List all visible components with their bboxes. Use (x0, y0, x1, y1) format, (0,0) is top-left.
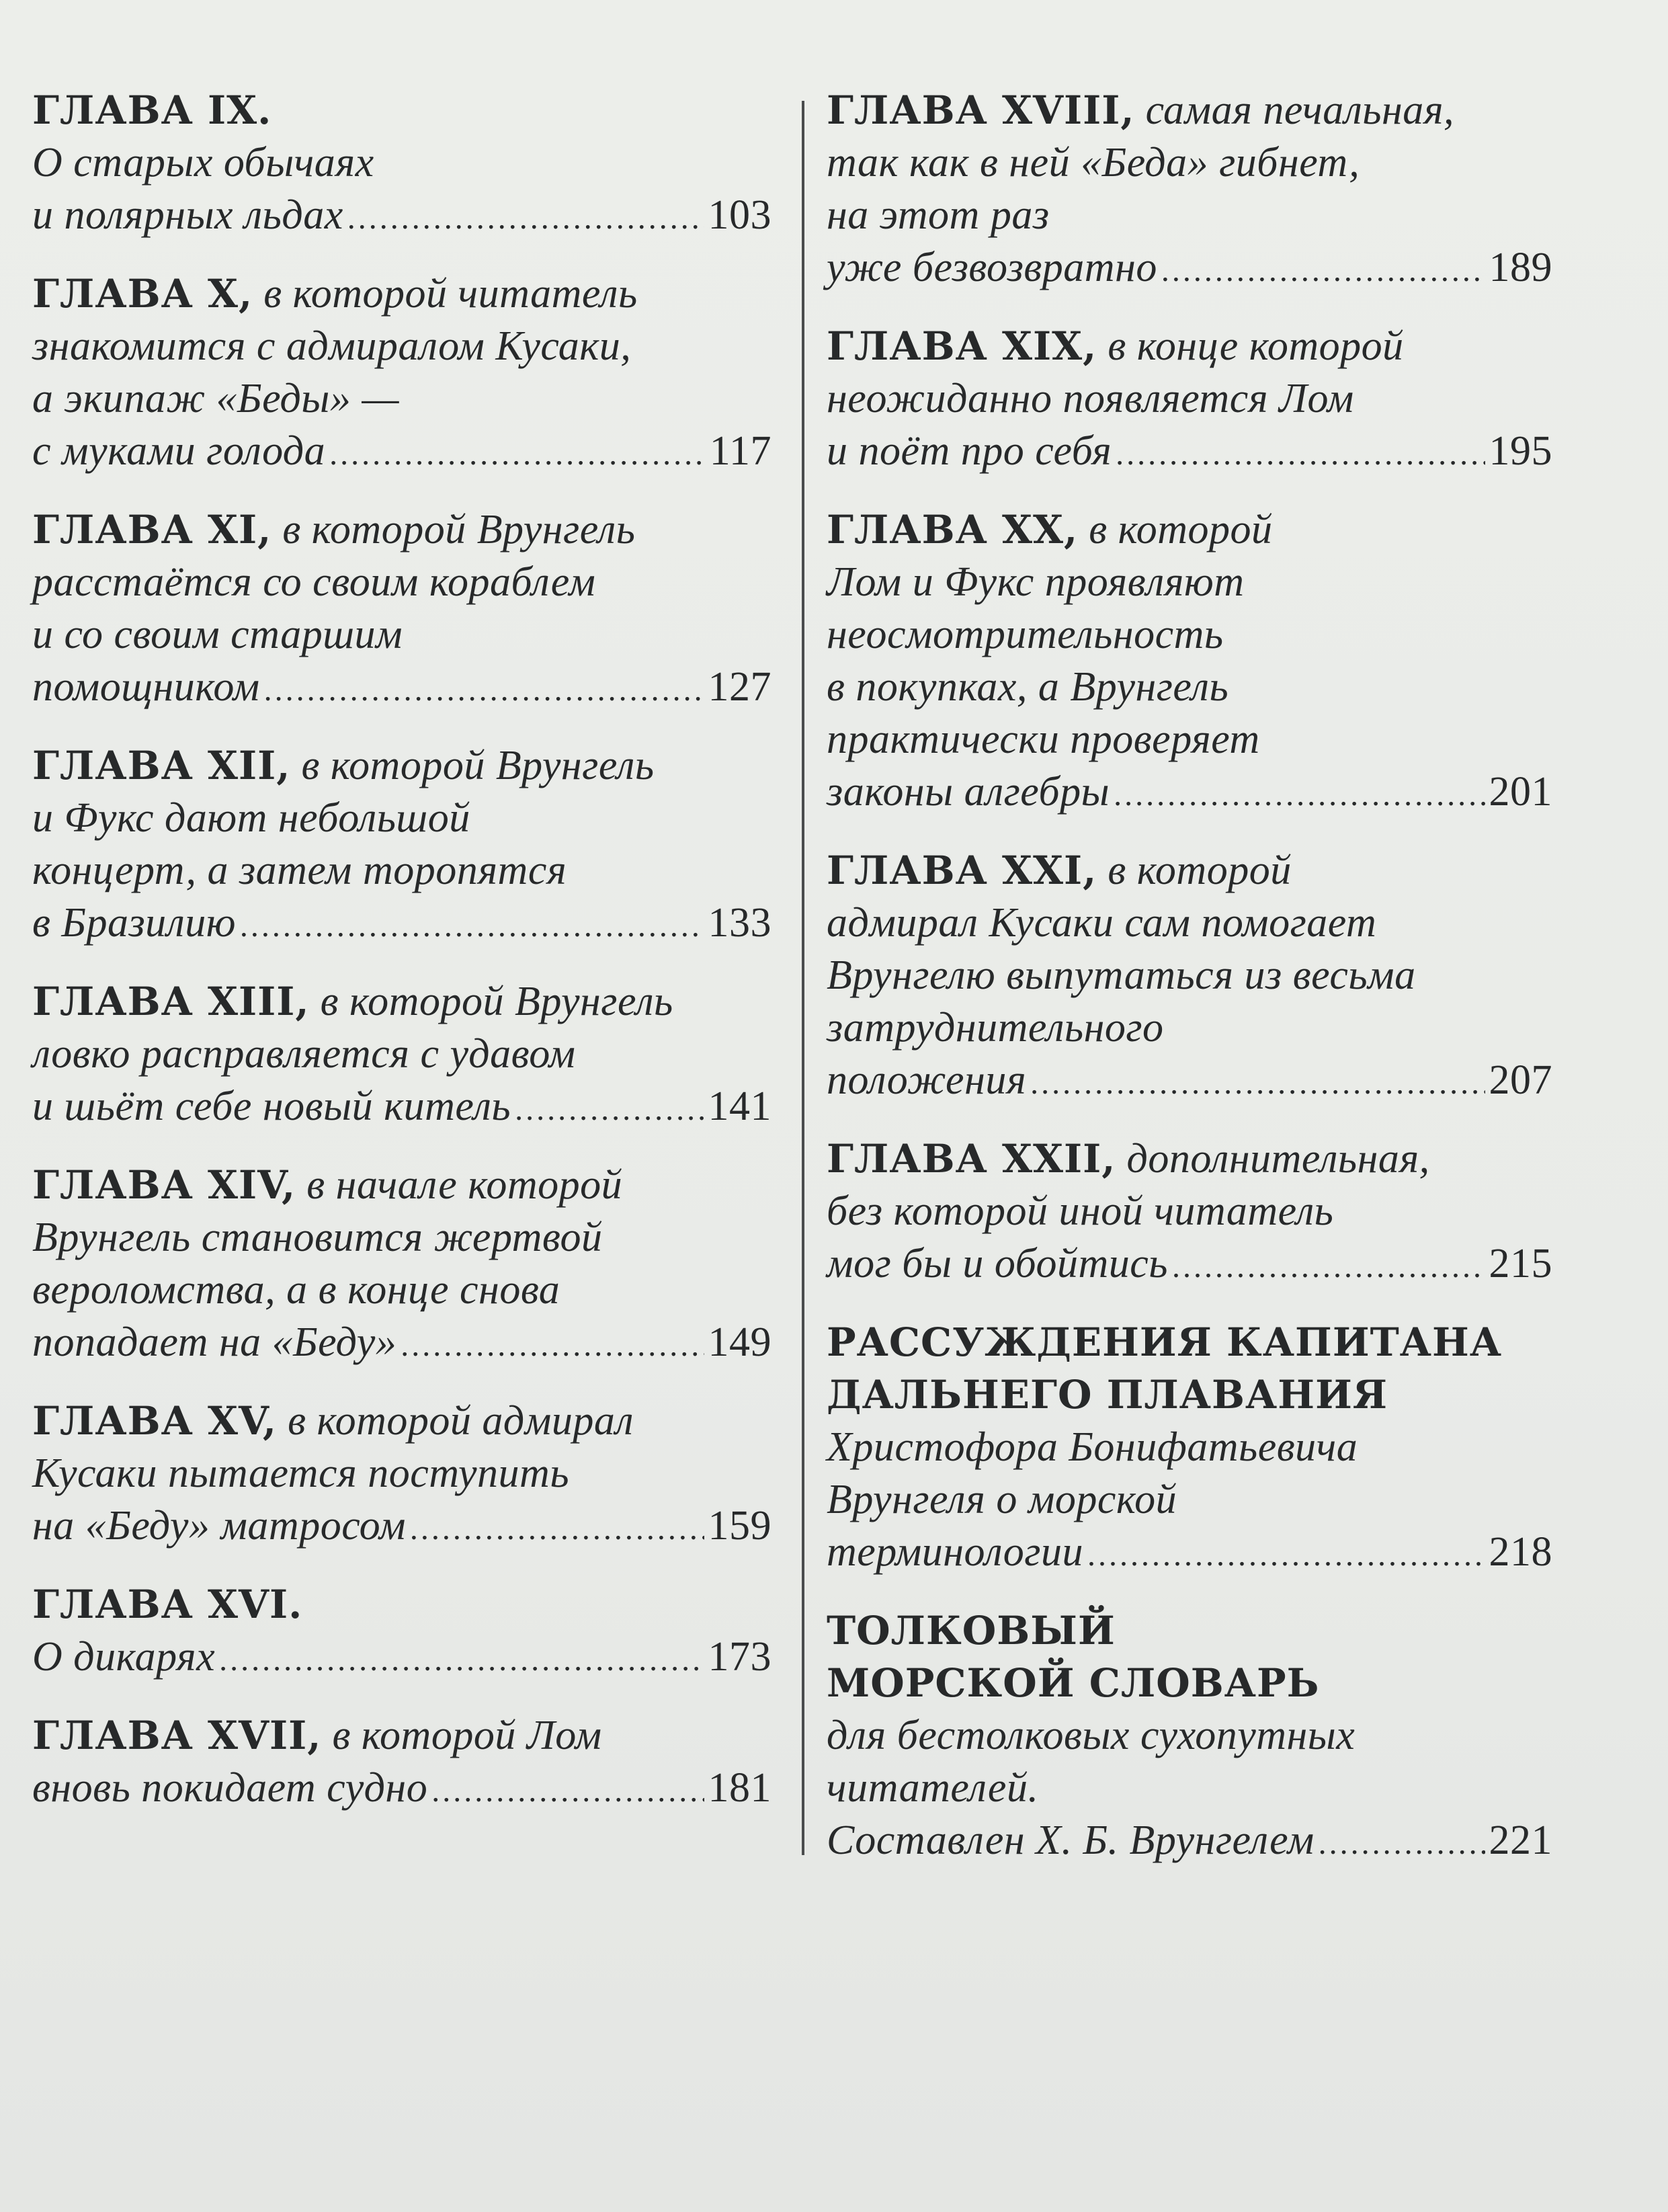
entry-text-line: законы алгебры (827, 769, 1110, 815)
entry-text-line: в покупках, а Врунгель (827, 664, 1229, 710)
entry-last-line (827, 1814, 1552, 1870)
toc-entry-chapter-21[interactable] (827, 844, 1552, 1110)
dot-leader (1087, 1529, 1485, 1582)
entry-text-line: и со своим старшим (32, 612, 403, 657)
entry-text-line: уже безвозвратно (827, 245, 1157, 290)
entry-last-line (827, 1526, 1552, 1582)
entry-text-line: в которой Лом (332, 1713, 602, 1758)
dot-leader (410, 1503, 704, 1555)
page-number: 159 (708, 1503, 772, 1549)
entry-text-line: без которой иной читатель (827, 1188, 1334, 1234)
entry-last-line (827, 1237, 1552, 1293)
entry-text-line: и полярных льдах (32, 192, 343, 238)
page-number: 221 (1489, 1817, 1552, 1863)
entry-last-line (32, 189, 772, 245)
entry-text-line: самая печальная, (1145, 87, 1455, 133)
entry-text-line: в которой (1108, 848, 1292, 893)
chapter-heading: ГЛАВА XIX, (827, 323, 1097, 369)
entry-text-line: терминологии (827, 1529, 1083, 1575)
entry-text-line: в которой (1089, 507, 1273, 552)
entry-last-line (32, 425, 772, 481)
entry-text-line: читателей. (827, 1765, 1039, 1811)
dot-leader (329, 428, 706, 481)
entry-last-line (32, 1080, 772, 1136)
dot-leader (1172, 1241, 1485, 1293)
page-number: 149 (708, 1319, 772, 1365)
toc-entry-chapter-12[interactable] (32, 739, 772, 952)
toc-column-right (827, 84, 1552, 1893)
entry-last-line (32, 1762, 772, 1817)
entry-text-line: Христофора Бонифатьевича (827, 1424, 1358, 1470)
page-number: 141 (708, 1083, 772, 1129)
toc-entry-chapter-22[interactable] (827, 1133, 1552, 1293)
toc-entry-chapter-10[interactable] (32, 268, 772, 481)
toc-entry-chapter-16[interactable] (32, 1578, 772, 1686)
entry-text-line: Лом и Фукс проявляют (827, 559, 1245, 605)
entry-text-line: концерт, а затем торопятся (32, 848, 567, 893)
toc-entry-captain-reasoning[interactable] (827, 1316, 1552, 1582)
entry-text-line: ловко расправляется с удавом (32, 1031, 576, 1077)
toc-entry-chapter-14[interactable] (32, 1159, 772, 1372)
entry-text-line: Кусаки пытается поступить (32, 1450, 570, 1496)
entry-text-line: положения (827, 1057, 1027, 1103)
chapter-heading: ГЛАВА XXII, (827, 1136, 1116, 1182)
entry-text-line: адмирал Кусаки сам помогает (827, 900, 1377, 946)
entry-text-line: попадает на «Беду» (32, 1319, 397, 1365)
page-number: 189 (1489, 245, 1552, 290)
entry-text-line: практически проверяет (827, 716, 1260, 762)
entry-text-line: О старых обычаях (32, 140, 374, 186)
entry-text-line: в которой читатель (263, 271, 638, 317)
toc-entry-chapter-13[interactable] (32, 975, 772, 1136)
section-heading: ТОЛКОВЫЙ (827, 1608, 1116, 1653)
toc-entry-chapter-9[interactable] (32, 84, 772, 245)
toc-column-left (32, 84, 772, 1840)
entry-last-line (827, 1054, 1552, 1110)
entry-text-line: Врунгель становится жертвой (32, 1215, 603, 1260)
entry-text-line: дополнительная, (1126, 1136, 1430, 1182)
toc-entry-chapter-17[interactable] (32, 1709, 772, 1817)
page-number: 103 (708, 192, 772, 238)
page-number: 195 (1489, 428, 1552, 474)
page-number: 173 (708, 1634, 772, 1680)
entry-text-line: расстаётся со своим кораблем (32, 559, 596, 605)
page-number: 133 (708, 900, 772, 946)
chapter-heading: ГЛАВА XII, (32, 743, 291, 788)
entry-text-line: Врунгеля о морской (827, 1477, 1177, 1522)
entry-last-line (32, 1631, 772, 1686)
chapter-heading: ГЛАВА XIV, (32, 1162, 296, 1208)
entry-last-line (32, 897, 772, 952)
entry-text-line: вероломства, а в конце снова (32, 1267, 560, 1313)
entry-last-line (32, 661, 772, 716)
section-heading: ДАЛЬНЕГО ПЛАВАНИЯ (827, 1372, 1388, 1418)
dot-leader (1116, 428, 1485, 481)
page-number: 127 (708, 664, 772, 710)
page-number: 117 (709, 428, 772, 474)
entry-text-line: Составлен Х. Б. Врунгелем (827, 1817, 1315, 1863)
page-number: 181 (708, 1765, 772, 1811)
entry-last-line (32, 1316, 772, 1372)
entry-text-line: в которой Врунгель (301, 743, 655, 788)
page-number: 215 (1489, 1241, 1552, 1286)
page-number: 218 (1489, 1529, 1552, 1575)
entry-text-line: и шьёт себе новый китель (32, 1083, 511, 1129)
dot-leader (1161, 245, 1485, 297)
entry-text-line: на «Беду» матросом (32, 1503, 406, 1549)
toc-entry-chapter-20[interactable] (827, 503, 1552, 821)
chapter-heading: ГЛАВА XXI, (827, 848, 1097, 893)
entry-text-line: в которой адмирал (288, 1398, 634, 1444)
dot-leader (401, 1319, 704, 1372)
dot-leader (264, 664, 704, 716)
entry-text-line: в которой Врунгель (320, 979, 673, 1024)
entry-text-line: вновь покидает судно (32, 1765, 428, 1811)
entry-text-line: и Фукс дают небольшой (32, 795, 470, 841)
dot-leader (431, 1765, 704, 1817)
chapter-heading: ГЛАВА XV, (32, 1398, 278, 1444)
dot-leader (1319, 1817, 1485, 1870)
entry-text-line: неожиданно появляется Лом (827, 376, 1354, 421)
dot-leader (219, 1634, 704, 1686)
entry-last-line (827, 241, 1552, 297)
page-number: 201 (1489, 769, 1552, 815)
toc-entry-nautical-dictionary[interactable] (827, 1604, 1552, 1870)
chapter-heading: ГЛАВА IX. (32, 87, 272, 133)
toc-entry-chapter-11[interactable] (32, 503, 772, 716)
entry-text-line: мог бы и обойтись (827, 1241, 1168, 1286)
entry-last-line (827, 425, 1552, 481)
entry-text-line: и поёт про себя (827, 428, 1112, 474)
chapter-heading: ГЛАВА XI, (32, 507, 272, 552)
toc-entry-chapter-15[interactable] (32, 1395, 772, 1555)
column-divider (802, 101, 804, 1855)
entry-text-line: в начале которой (306, 1162, 623, 1208)
page-number: 207 (1489, 1057, 1552, 1103)
dot-leader (1114, 769, 1485, 821)
dot-leader (240, 900, 704, 952)
entry-text-line: в конце которой (1108, 323, 1404, 369)
entry-last-line (32, 1500, 772, 1555)
entry-text-line: в которой Врунгель (282, 507, 636, 552)
dot-leader (347, 192, 704, 245)
section-heading: РАССУЖДЕНИЯ КАПИТАНА (827, 1319, 1503, 1365)
entry-text-line: для бестолковых сухопутных (827, 1713, 1356, 1758)
entry-text-line: Врунгелю выпутаться из весьма (827, 952, 1416, 998)
toc-entry-chapter-19[interactable] (827, 320, 1552, 481)
entry-text-line: так как в ней «Беда» гибнет, (827, 140, 1360, 186)
section-heading: МОРСКОЙ СЛОВАРЬ (827, 1660, 1320, 1706)
chapter-heading: ГЛАВА XIII, (32, 979, 310, 1024)
dot-leader (1030, 1057, 1485, 1110)
entry-text-line: на этот раз (827, 192, 1050, 238)
entry-text-line: в Бразилию (32, 900, 236, 946)
entry-text-line: неосмотрительность (827, 612, 1224, 657)
toc-entry-chapter-18[interactable] (827, 84, 1552, 297)
entry-text-line: знакомится с адмиралом Кусаки, (32, 323, 632, 369)
entry-text-line: затруднительного (827, 1005, 1164, 1051)
entry-text-line: помощником (32, 664, 260, 710)
chapter-heading: ГЛАВА X, (32, 271, 253, 317)
entry-text-line: а экипаж «Беды» — (32, 376, 400, 421)
entry-text-line: О дикарях (32, 1634, 216, 1680)
entry-last-line (827, 766, 1552, 821)
dot-leader (515, 1083, 704, 1136)
chapter-heading: ГЛАВА XVI. (32, 1582, 303, 1627)
chapter-heading: ГЛАВА XX, (827, 507, 1079, 552)
entry-text-line: с муками голода (32, 428, 326, 474)
chapter-heading: ГЛАВА XVII, (32, 1713, 322, 1758)
chapter-heading: ГЛАВА XVIII, (827, 87, 1135, 133)
